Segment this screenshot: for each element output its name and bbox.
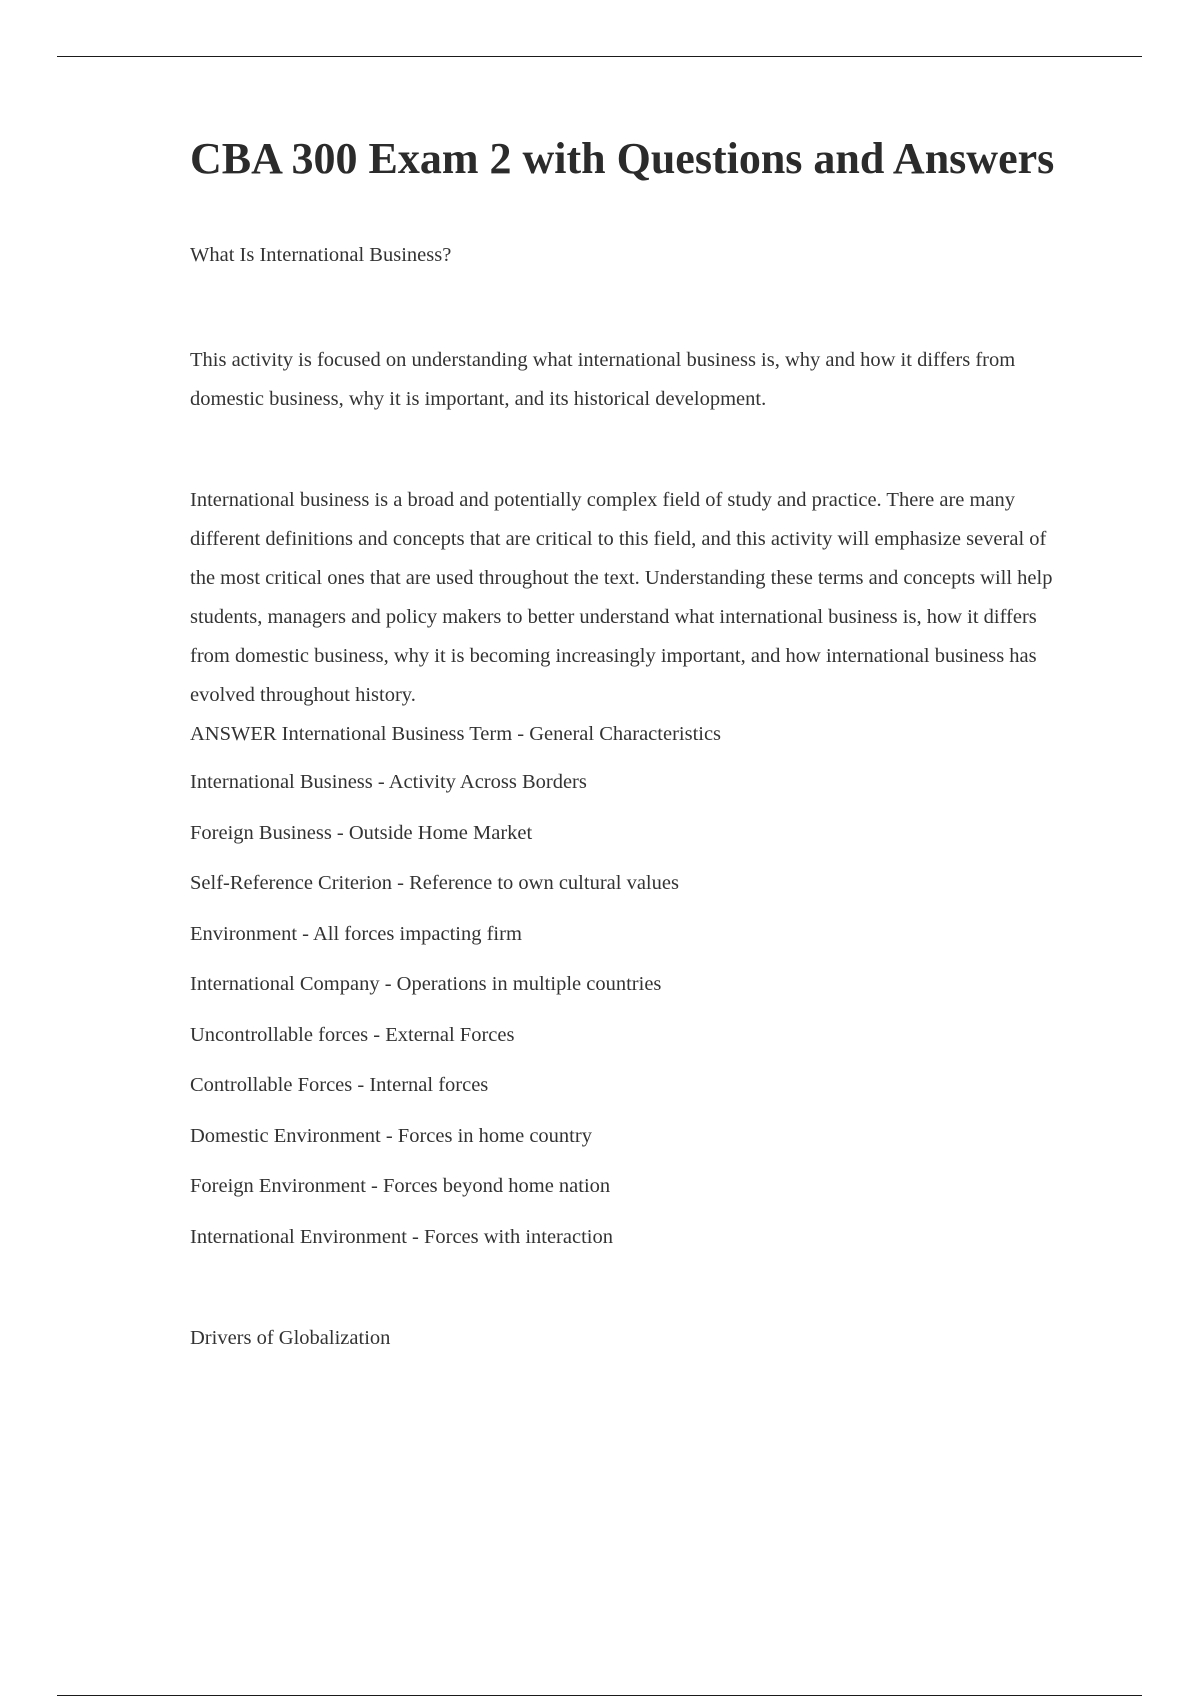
- term-item: Uncontrollable forces - External Forces: [190, 1023, 515, 1046]
- document-title: CBA 300 Exam 2 with Questions and Answers: [190, 134, 1055, 183]
- term-item: Domestic Environment - Forces in home country: [190, 1124, 592, 1147]
- document-content: [190, 132, 1070, 1353]
- term-item: Controllable Forces - Internal forces: [190, 1074, 489, 1096]
- bottom-divider: [57, 1695, 1142, 1696]
- term-item: Self-Reference Criterion - Reference to own cultural values: [190, 872, 679, 894]
- body-paragraph: International business is a broad and potentially complex field of study and practice. There are many different definitions and concepts that are critical to this field, and this activity will emphasize several of the most critical ones that are used throughout the text. Understanding these terms and concepts will help students, managers and policy makers to better understand what international business is, how it differs from domestic business, why it is becoming increasingly important, and how international business has evolved throughout history.: [190, 489, 1053, 706]
- term-item: Foreign Environment - Forces beyond home nation: [190, 1175, 611, 1197]
- terms-list: [190, 767, 1070, 1252]
- term-item: International Business - Activity Across Borders: [190, 771, 587, 793]
- drivers-heading: Drivers of Globalization: [190, 1326, 391, 1349]
- term-item: International Environment - Forces with interaction: [190, 1225, 613, 1248]
- question-heading: What Is International Business?: [190, 244, 452, 266]
- term-item: Environment - All forces impacting firm: [190, 922, 522, 945]
- term-item: International Company - Operations in multiple countries: [190, 973, 662, 995]
- intro-paragraph: This activity is focused on understanding what international business is, why and how it differs from domestic business, why it is important, and its historical development.: [190, 349, 1016, 410]
- answer-line: ANSWER International Business Term - General Characteristics: [190, 723, 722, 745]
- top-divider: [57, 56, 1142, 57]
- term-item: Foreign Business - Outside Home Market: [190, 821, 533, 844]
